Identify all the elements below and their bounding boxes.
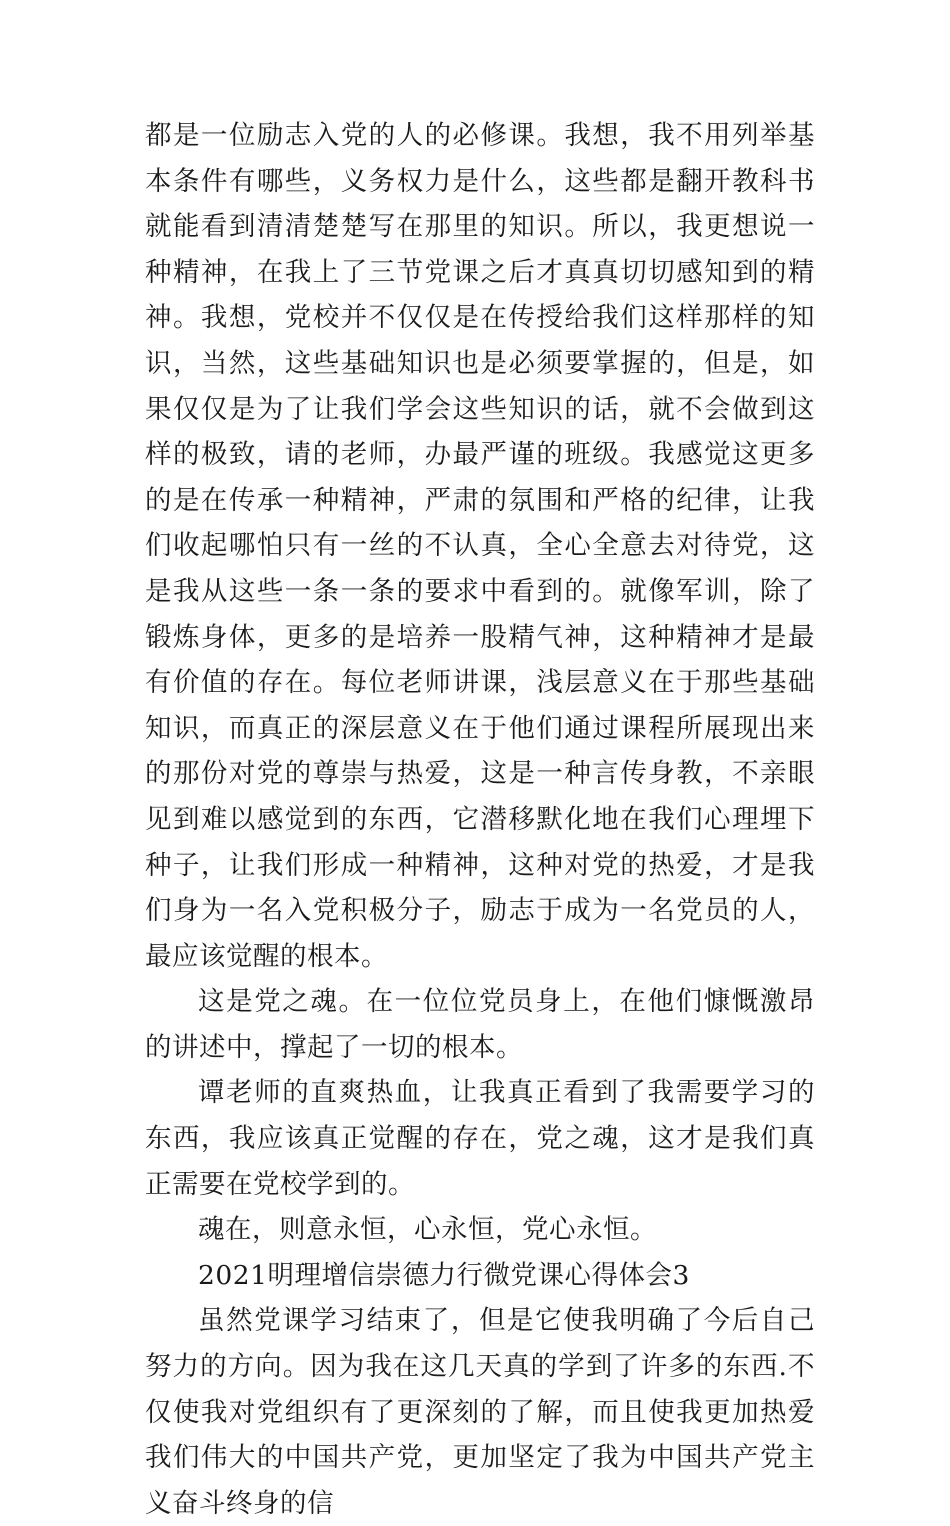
- paragraph-2: 这是党之魂。在一位位党员身上，在他们慷慨激昂的讲述中，撑起了一切的根本。: [145, 986, 815, 1063]
- paragraph-4: 魂在，则意永恒，心永恒，党心永恒。: [198, 1214, 657, 1246]
- document-body: [145, 113, 815, 1526]
- paragraph-3: 谭老师的直爽热血，让我真正看到了我需要学习的东西，我应该真正觉醒的存在，党之魂，这才是我们真正需要在党校学到的。: [145, 1077, 815, 1200]
- paragraph-1: 都是一位励志入党的人的必修课。我想，我不用列举基本条件有哪些，义务权力是什么，这些都是翻开教科书就能看到清清楚楚写在那里的知识。所以，我更想说一种精神，在我上了三节党课之后才真真切切感知到的精神。我想，党校并不仅仅是在传授给我们这样那样的知识，当然，这些基础知识也是必须要掌握的，但是，如果仅仅是为了让我们学会这些知识的话，就不会做到这样的极致，请的老师，办最严谨的班级。我感觉这更多的是在传承一种精神，严肃的氛围和严格的纪律，让我们收起哪怕只有一丝的不认真，全心全意去对待党，这是我从这些一条一条的要求中看到的。就像军训，除了锻炼身体，更多的是培养一股精气神，这种精神才是最有价值的存在。每位老师讲课，浅层意义在于那些基础知识，而真正的深层意义在于他们通过课程所展现出来的那份对党的尊崇与热爱，这是一种言传身教，不亲眼见到难以感觉到的东西，它潜移默化地在我们心理埋下种子，让我们形成一种精神，这种对党的热爱，才是我们身为一名入党积极分子，励志于成为一名党员的人，最应该觉醒的根本。: [145, 120, 815, 972]
- section-heading: 2021明理增信崇德力行微党课心得体会3: [198, 1259, 690, 1291]
- paragraph-6: 虽然党课学习结束了，但是它使我明确了今后自己努力的方向。因为我在这几天真的学到了许多的东西.不仅使我对党组织有了更深刻的了解，而且使我更加热爱我们伟大的中国共产党，更加坚定了我为中国共产党主义奋斗终身的信: [145, 1305, 815, 1519]
